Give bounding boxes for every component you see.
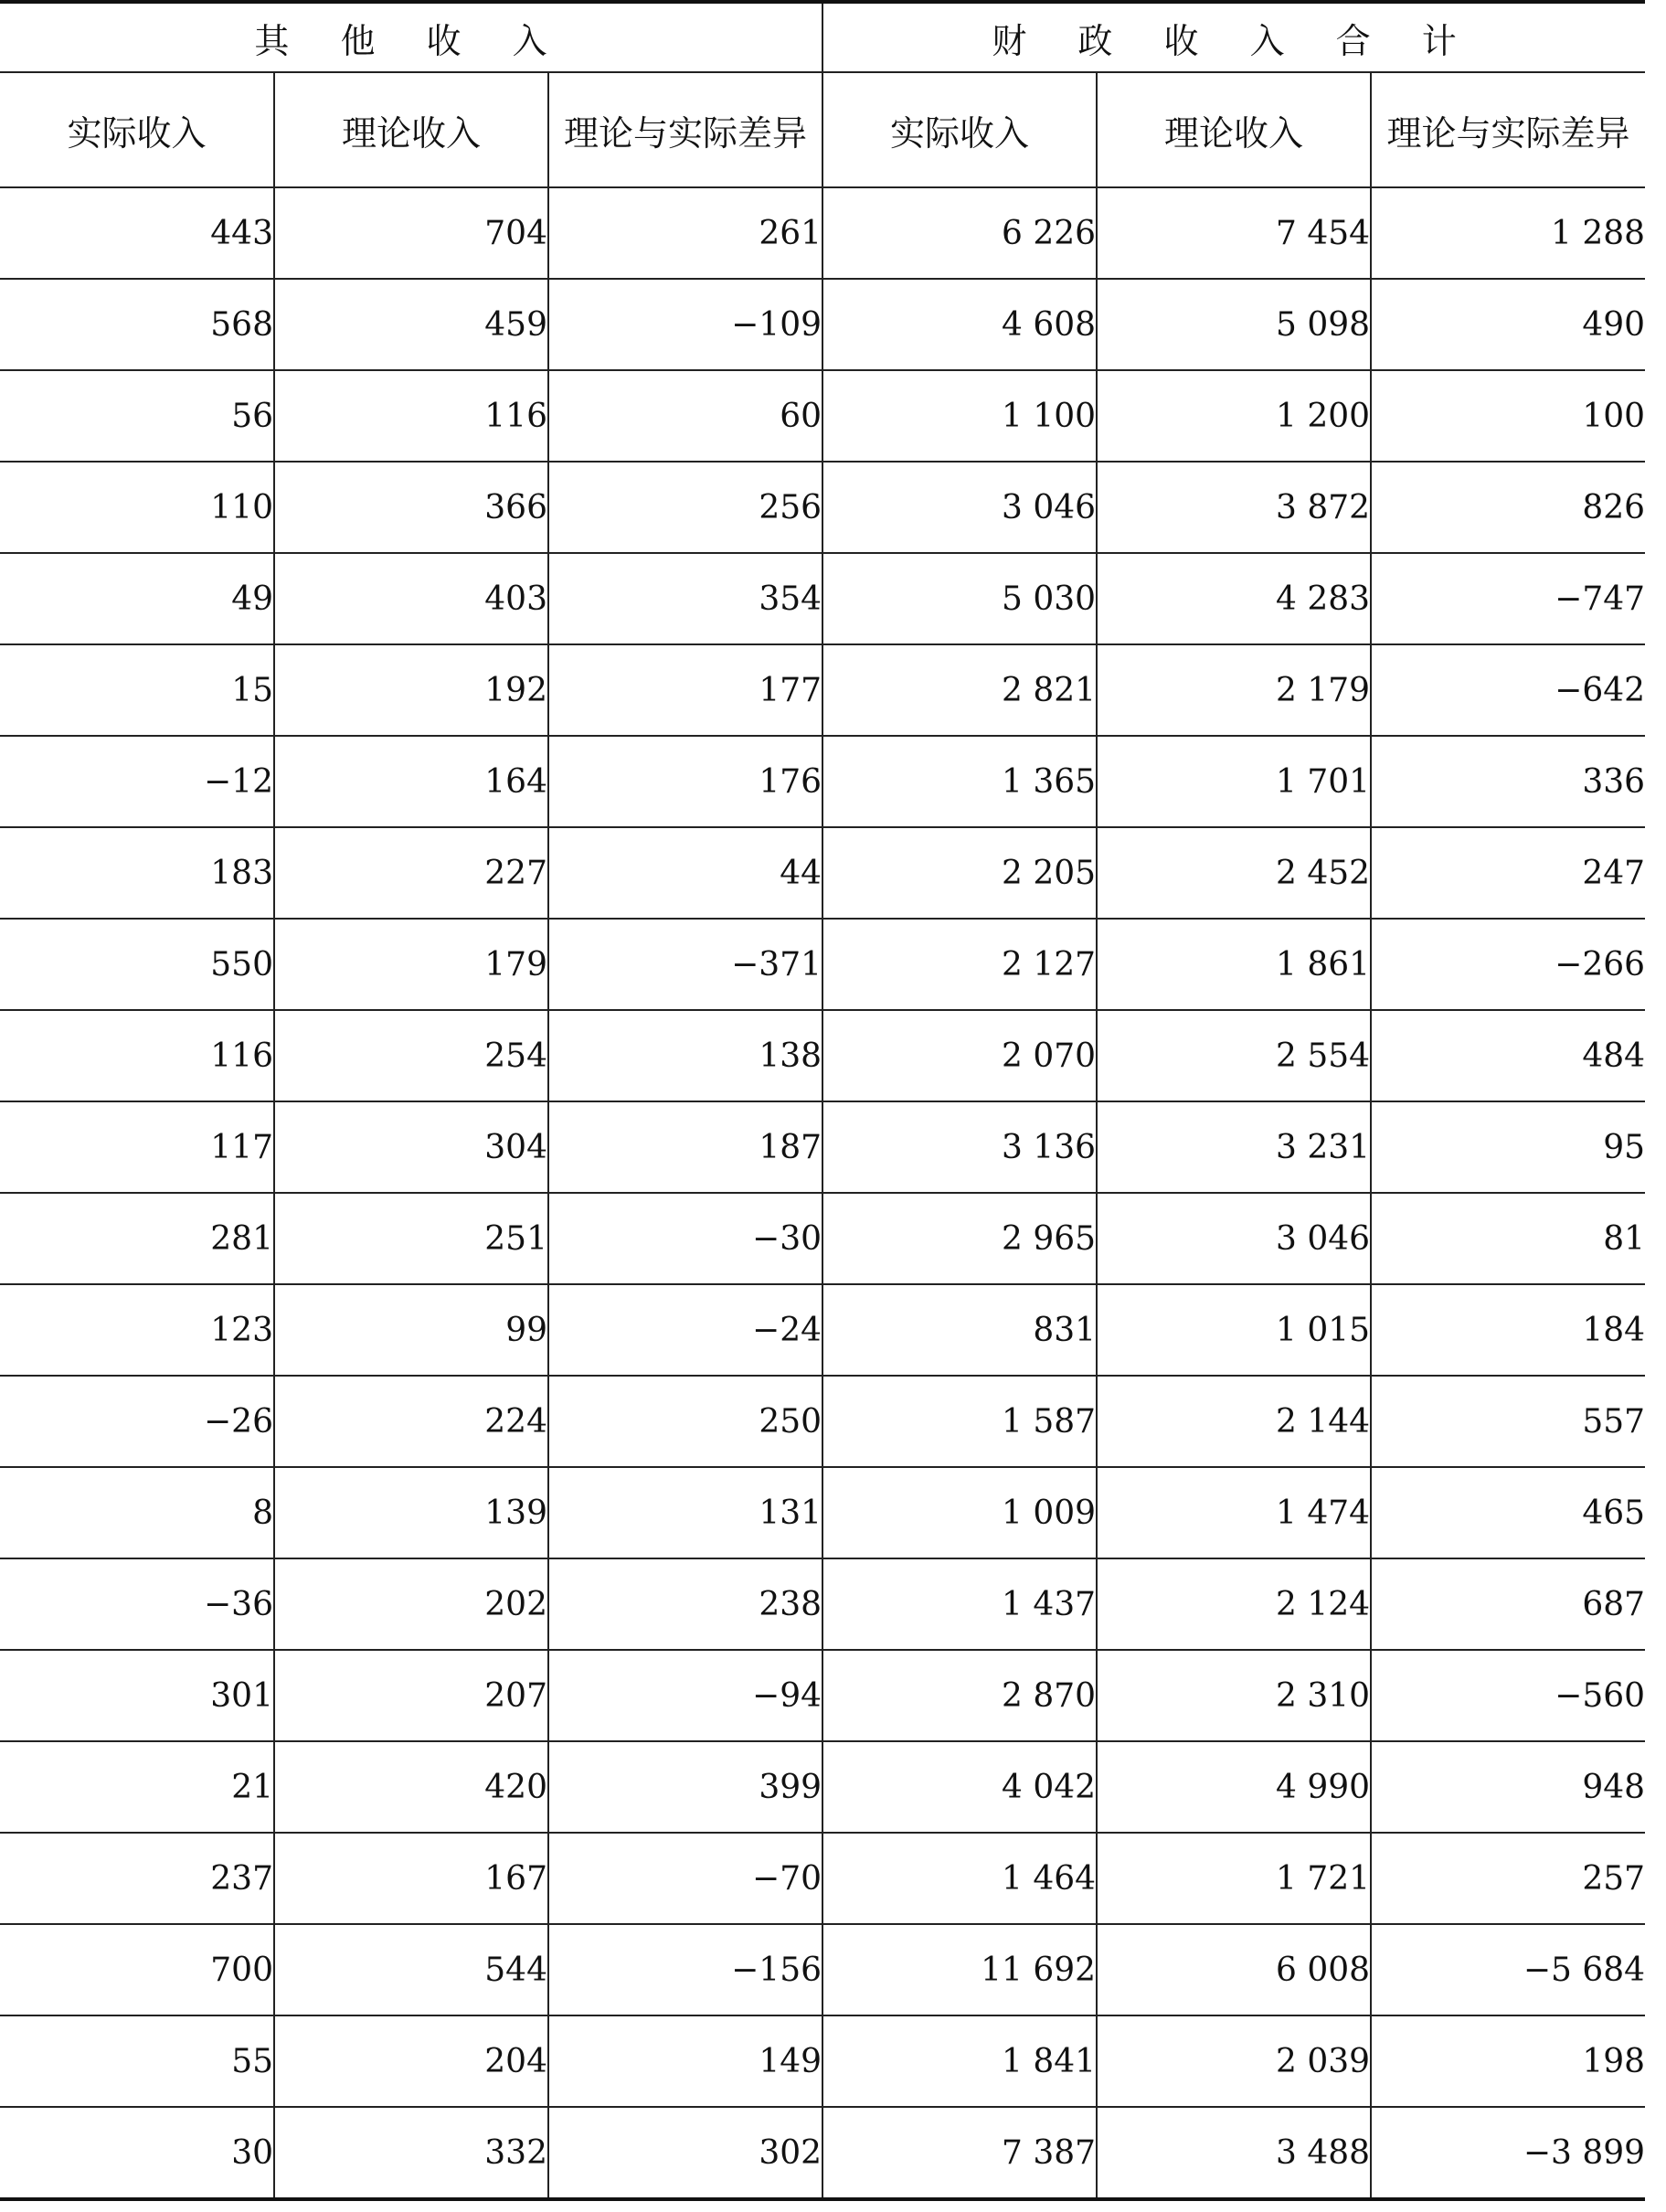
cell-other-actual: 15: [0, 644, 274, 736]
cell-other-difference: 187: [548, 1101, 822, 1193]
table-row: [0, 1558, 1645, 1650]
cell-other-theoretical: 192: [274, 644, 548, 736]
cell-total-theoretical: 2 310: [1097, 1650, 1371, 1741]
cell-other-theoretical: 251: [274, 1193, 548, 1284]
cell-total-actual: 1 437: [822, 1558, 1097, 1650]
cell-total-difference: 198: [1371, 2015, 1645, 2107]
group-header-row: [0, 2, 1645, 72]
cell-total-actual: 2 127: [822, 919, 1097, 1010]
cell-total-difference: 95: [1371, 1101, 1645, 1193]
cell-other-difference: −371: [548, 919, 822, 1010]
table-row: [0, 1467, 1645, 1558]
table-row: [0, 644, 1645, 736]
cell-total-theoretical: 1 474: [1097, 1467, 1371, 1558]
cell-other-theoretical: 704: [274, 187, 548, 279]
cell-other-theoretical: 366: [274, 462, 548, 553]
cell-total-actual: 7 387: [822, 2107, 1097, 2199]
cell-total-theoretical: 6 008: [1097, 1924, 1371, 2015]
cell-other-actual: 117: [0, 1101, 274, 1193]
cell-total-actual: 1 009: [822, 1467, 1097, 1558]
table-row: [0, 1924, 1645, 2015]
cell-total-theoretical: 1 200: [1097, 370, 1371, 462]
group-header-other-income: 其 他 收 入: [0, 2, 822, 72]
cell-total-difference: 81: [1371, 1193, 1645, 1284]
cell-total-actual: 5 030: [822, 553, 1097, 644]
cell-other-difference: 60: [548, 370, 822, 462]
cell-total-theoretical: 3 231: [1097, 1101, 1371, 1193]
cell-total-difference: 184: [1371, 1284, 1645, 1376]
cell-other-actual: 568: [0, 279, 274, 370]
cell-other-theoretical: 207: [274, 1650, 548, 1741]
table-row: [0, 279, 1645, 370]
cell-total-difference: 100: [1371, 370, 1645, 462]
cell-other-theoretical: 99: [274, 1284, 548, 1376]
cell-other-actual: 123: [0, 1284, 274, 1376]
cell-other-difference: 354: [548, 553, 822, 644]
cell-other-actual: 550: [0, 919, 274, 1010]
cell-total-difference: 490: [1371, 279, 1645, 370]
cell-other-actual: 110: [0, 462, 274, 553]
cell-total-actual: 2 205: [822, 827, 1097, 919]
cell-total-difference: 826: [1371, 462, 1645, 553]
cell-total-actual: 1 464: [822, 1833, 1097, 1924]
cell-other-theoretical: 139: [274, 1467, 548, 1558]
cell-other-theoretical: 304: [274, 1101, 548, 1193]
cell-other-difference: 149: [548, 2015, 822, 2107]
cell-total-actual: 1 587: [822, 1376, 1097, 1467]
cell-other-theoretical: 544: [274, 1924, 548, 2015]
table-row: [0, 1101, 1645, 1193]
cell-other-actual: −12: [0, 736, 274, 827]
table-row: [0, 370, 1645, 462]
cell-total-actual: 4 042: [822, 1741, 1097, 1833]
cell-other-difference: 302: [548, 2107, 822, 2199]
cell-other-difference: −30: [548, 1193, 822, 1284]
column-header-total-difference: 理论与实际差异: [1371, 72, 1645, 187]
cell-total-actual: 4 608: [822, 279, 1097, 370]
cell-total-difference: −560: [1371, 1650, 1645, 1741]
cell-other-difference: −70: [548, 1833, 822, 1924]
cell-total-actual: 2 965: [822, 1193, 1097, 1284]
cell-other-actual: 56: [0, 370, 274, 462]
cell-total-theoretical: 7 454: [1097, 187, 1371, 279]
table-row: [0, 1193, 1645, 1284]
cell-total-difference: 948: [1371, 1741, 1645, 1833]
cell-other-difference: 399: [548, 1741, 822, 1833]
cell-other-difference: 261: [548, 187, 822, 279]
cell-other-theoretical: 420: [274, 1741, 548, 1833]
cell-other-theoretical: 179: [274, 919, 548, 1010]
cell-total-difference: −747: [1371, 553, 1645, 644]
cell-other-difference: −109: [548, 279, 822, 370]
cell-other-theoretical: 332: [274, 2107, 548, 2199]
cell-other-difference: 131: [548, 1467, 822, 1558]
cell-total-theoretical: 1 701: [1097, 736, 1371, 827]
table-body: [0, 187, 1645, 2199]
cell-total-actual: 1 365: [822, 736, 1097, 827]
table-row: [0, 187, 1645, 279]
cell-total-theoretical: 3 046: [1097, 1193, 1371, 1284]
cell-total-difference: −642: [1371, 644, 1645, 736]
table-row: [0, 1376, 1645, 1467]
cell-other-theoretical: 227: [274, 827, 548, 919]
cell-other-actual: −26: [0, 1376, 274, 1467]
table-row: [0, 1650, 1645, 1741]
cell-other-theoretical: 116: [274, 370, 548, 462]
cell-other-difference: 256: [548, 462, 822, 553]
cell-total-actual: 831: [822, 1284, 1097, 1376]
cell-total-theoretical: 3 488: [1097, 2107, 1371, 2199]
cell-total-actual: 11 692: [822, 1924, 1097, 2015]
cell-other-difference: 238: [548, 1558, 822, 1650]
cell-total-difference: −266: [1371, 919, 1645, 1010]
cell-total-theoretical: 1 861: [1097, 919, 1371, 1010]
cell-total-difference: 247: [1371, 827, 1645, 919]
cell-total-actual: 3 046: [822, 462, 1097, 553]
table-row: [0, 1833, 1645, 1924]
table-row: [0, 736, 1645, 827]
cell-other-difference: −24: [548, 1284, 822, 1376]
cell-other-actual: 183: [0, 827, 274, 919]
cell-total-theoretical: 2 124: [1097, 1558, 1371, 1650]
column-header-actual-income: 实际收入: [0, 72, 274, 187]
cell-total-actual: 1 841: [822, 2015, 1097, 2107]
cell-total-theoretical: 5 098: [1097, 279, 1371, 370]
cell-other-actual: 301: [0, 1650, 274, 1741]
cell-total-theoretical: 2 179: [1097, 644, 1371, 736]
cell-total-difference: −5 684: [1371, 1924, 1645, 2015]
table-row: [0, 2107, 1645, 2199]
cell-other-theoretical: 403: [274, 553, 548, 644]
table-row: [0, 1010, 1645, 1101]
cell-total-theoretical: 1 015: [1097, 1284, 1371, 1376]
table-row: [0, 462, 1645, 553]
cell-total-difference: 336: [1371, 736, 1645, 827]
table-row: [0, 553, 1645, 644]
cell-total-theoretical: 2 039: [1097, 2015, 1371, 2107]
sub-header-row: [0, 72, 1645, 187]
group-header-fiscal-total: 财 政 收 入 合 计: [822, 2, 1645, 72]
cell-other-difference: 138: [548, 1010, 822, 1101]
cell-other-difference: 44: [548, 827, 822, 919]
cell-other-actual: 443: [0, 187, 274, 279]
cell-total-difference: 484: [1371, 1010, 1645, 1101]
cell-other-actual: 237: [0, 1833, 274, 1924]
column-header-difference: 理论与实际差异: [548, 72, 822, 187]
cell-other-theoretical: 167: [274, 1833, 548, 1924]
cell-total-difference: 557: [1371, 1376, 1645, 1467]
table-row: [0, 2015, 1645, 2107]
cell-other-theoretical: 204: [274, 2015, 548, 2107]
cell-other-actual: −36: [0, 1558, 274, 1650]
cell-other-actual: 116: [0, 1010, 274, 1101]
table-row: [0, 919, 1645, 1010]
cell-other-actual: 281: [0, 1193, 274, 1284]
cell-total-theoretical: 1 721: [1097, 1833, 1371, 1924]
cell-total-actual: 6 226: [822, 187, 1097, 279]
table-row: [0, 827, 1645, 919]
cell-total-theoretical: 4 283: [1097, 553, 1371, 644]
cell-other-difference: 176: [548, 736, 822, 827]
cell-other-theoretical: 254: [274, 1010, 548, 1101]
cell-total-difference: −3 899: [1371, 2107, 1645, 2199]
table-header: [0, 2, 1645, 187]
cell-other-theoretical: 164: [274, 736, 548, 827]
cell-other-theoretical: 224: [274, 1376, 548, 1467]
table-row: [0, 1284, 1645, 1376]
column-header-total-actual-income: 实际收入: [822, 72, 1097, 187]
cell-total-theoretical: 2 452: [1097, 827, 1371, 919]
column-header-total-theoretical-income: 理论收入: [1097, 72, 1371, 187]
cell-other-difference: 177: [548, 644, 822, 736]
cell-other-actual: 55: [0, 2015, 274, 2107]
cell-total-actual: 2 870: [822, 1650, 1097, 1741]
cell-total-actual: 3 136: [822, 1101, 1097, 1193]
cell-other-difference: −94: [548, 1650, 822, 1741]
cell-total-difference: 465: [1371, 1467, 1645, 1558]
cell-total-theoretical: 2 144: [1097, 1376, 1371, 1467]
cell-total-difference: 257: [1371, 1833, 1645, 1924]
cell-other-difference: 250: [548, 1376, 822, 1467]
cell-other-actual: 21: [0, 1741, 274, 1833]
cell-total-difference: 687: [1371, 1558, 1645, 1650]
cell-total-actual: 2 821: [822, 644, 1097, 736]
cell-total-actual: 1 100: [822, 370, 1097, 462]
table-row: [0, 1741, 1645, 1833]
cell-other-actual: 49: [0, 553, 274, 644]
cell-total-theoretical: 2 554: [1097, 1010, 1371, 1101]
column-header-theoretical-income: 理论收入: [274, 72, 548, 187]
cell-total-actual: 2 070: [822, 1010, 1097, 1101]
cell-other-theoretical: 202: [274, 1558, 548, 1650]
cell-total-theoretical: 4 990: [1097, 1741, 1371, 1833]
cell-other-actual: 30: [231, 2133, 273, 2172]
cell-total-difference: 1 288: [1371, 187, 1645, 279]
cell-other-difference: −156: [548, 1924, 822, 2015]
cell-other-theoretical: 459: [274, 279, 548, 370]
cell-total-theoretical: 3 872: [1097, 462, 1371, 553]
cell-other-actual: 700: [0, 1924, 274, 2015]
cell-other-actual: 8: [0, 1467, 274, 1558]
